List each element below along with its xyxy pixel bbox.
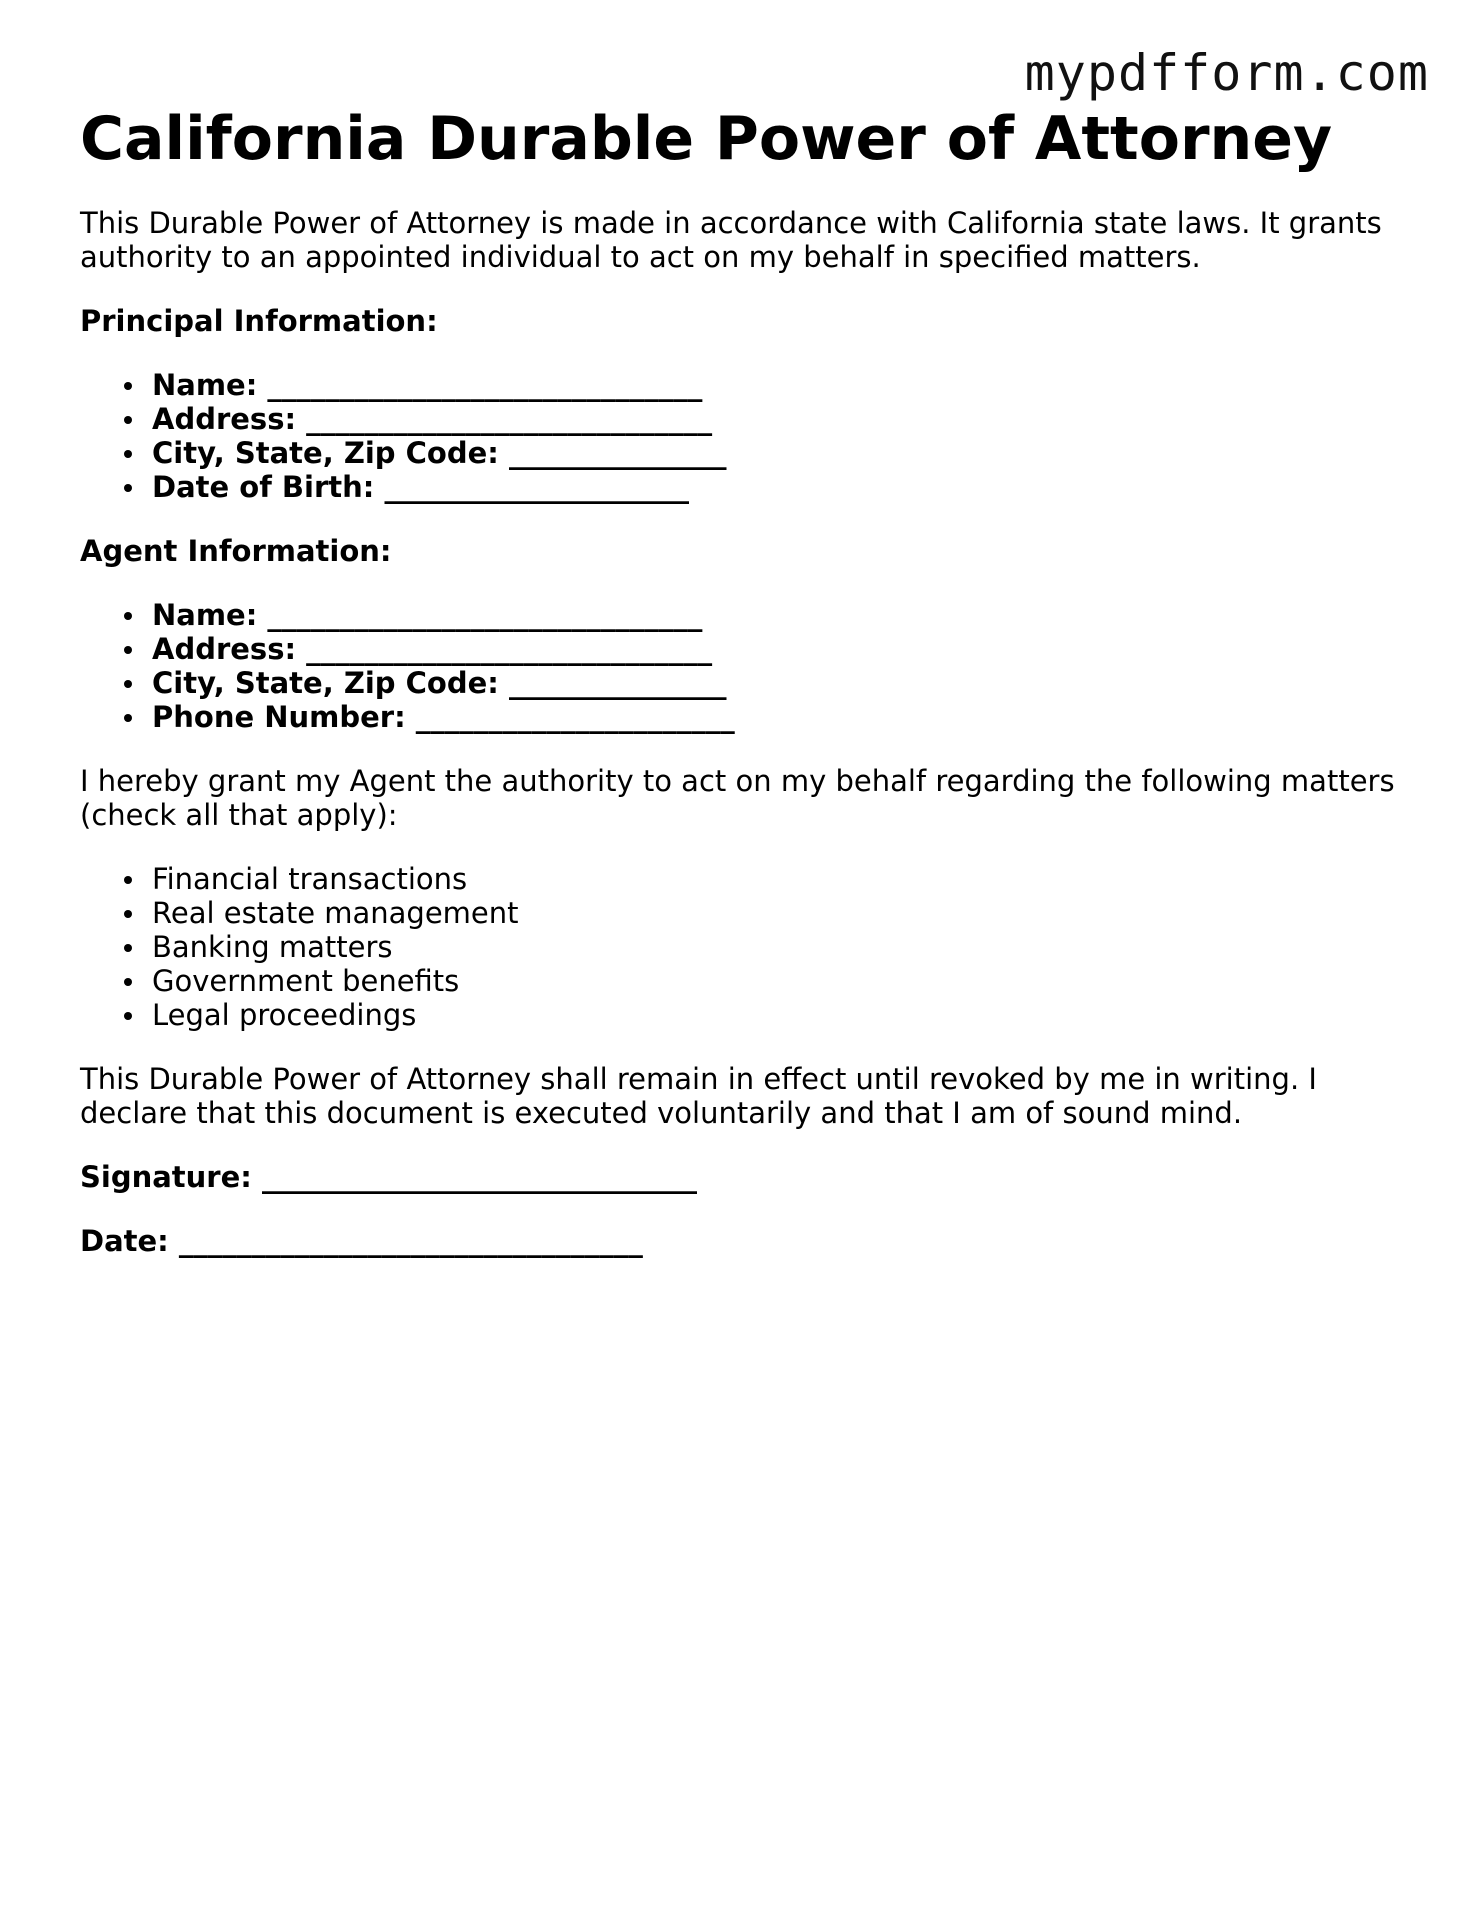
agent-heading: Agent Information:	[80, 534, 392, 568]
agent-address-field[interactable]: Address: ____________________________	[152, 632, 1400, 666]
document-body	[80, 96, 1400, 1258]
grant-paragraph: I hereby grant my Agent the authority to act on my behalf regarding the following matters (check all that apply):	[80, 764, 1395, 832]
agent-city-state-zip-field[interactable]: City, State, Zip Code: _______________	[152, 666, 1400, 700]
principal-city-state-zip-field[interactable]: City, State, Zip Code: _______________	[152, 436, 1400, 470]
agent-name-field[interactable]: Name: ______________________________	[152, 598, 1400, 632]
agent-phone-number-field[interactable]: Phone Number: ______________________	[152, 700, 1400, 734]
matter-item[interactable]: Financial transactions	[152, 862, 1400, 896]
principal-name-field[interactable]: Name: ______________________________	[152, 368, 1400, 402]
principal-address-field[interactable]: Address: ____________________________	[152, 402, 1400, 436]
matter-item[interactable]: Real estate management	[152, 896, 1400, 930]
matter-item[interactable]: Legal proceedings	[152, 998, 1400, 1032]
site-watermark: mypdfform.com	[1024, 44, 1429, 102]
intro-paragraph: This Durable Power of Attorney is made in accordance with California state laws. It grants authority to an appointed individual to act on my behalf in specified matters.	[80, 206, 1382, 274]
principal-fields	[80, 368, 1400, 504]
matter-item[interactable]: Government benefits	[152, 964, 1400, 998]
date-field[interactable]: Date: ________________________________	[80, 1224, 643, 1258]
closing-paragraph: This Durable Power of Attorney shall remain in effect until revoked by me in writing. I declare that this document is executed voluntarily and that I am of sound mind.	[80, 1062, 1317, 1130]
principal-date-of-birth-field[interactable]: Date of Birth: _____________________	[152, 470, 1400, 504]
document-title: California Durable Power of Attorney	[80, 104, 1333, 174]
agent-fields	[80, 598, 1400, 734]
principal-heading: Principal Information:	[80, 304, 438, 338]
matter-item[interactable]: Banking matters	[152, 930, 1400, 964]
signature-field[interactable]: Signature: ______________________________	[80, 1160, 697, 1194]
matters-list	[80, 862, 1400, 1032]
